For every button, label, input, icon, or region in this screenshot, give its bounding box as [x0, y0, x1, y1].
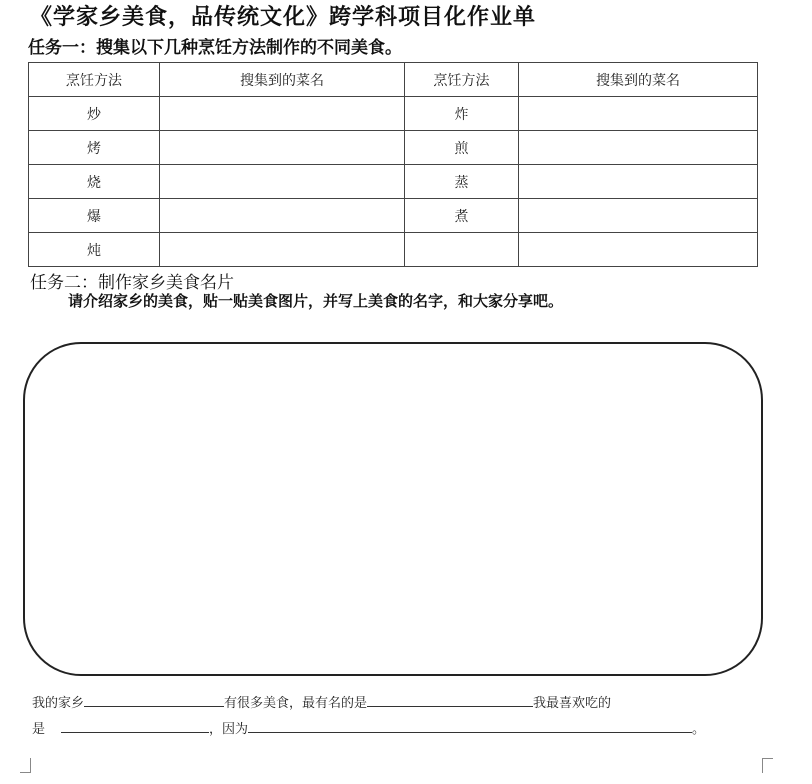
fill-text: 我最喜欢吃的	[533, 696, 612, 711]
fill-text: 是	[32, 722, 46, 737]
corner-mark-right	[762, 758, 773, 773]
method-cell: 煎	[405, 131, 519, 165]
favorite-food-blank[interactable]	[61, 718, 209, 733]
fill-in-line-1	[32, 692, 611, 711]
table-row	[29, 165, 758, 199]
method-cell: 炖	[29, 233, 160, 267]
method-cell: 煮	[405, 199, 519, 233]
header-method-1: 烹饪方法	[29, 63, 160, 97]
dish-input-cell[interactable]	[160, 199, 405, 233]
header-method-2: 烹饪方法	[405, 63, 519, 97]
dish-input-cell[interactable]	[519, 233, 758, 267]
dish-input-cell[interactable]	[519, 131, 758, 165]
dish-input-cell[interactable]	[519, 165, 758, 199]
task1-heading: 任务一：搜集以下几种烹饪方法制作的不同美食。	[28, 38, 402, 58]
method-cell	[405, 233, 519, 267]
table-header-row	[29, 63, 758, 97]
method-cell: 爆	[29, 199, 160, 233]
method-cell: 烧	[29, 165, 160, 199]
food-card-frame[interactable]	[23, 342, 763, 676]
dish-input-cell[interactable]	[160, 97, 405, 131]
fill-in-line-2	[32, 718, 705, 737]
corner-mark-left	[20, 758, 31, 773]
famous-food-blank[interactable]	[367, 692, 533, 707]
table-row	[29, 131, 758, 165]
cooking-methods-table	[28, 62, 758, 267]
method-cell: 炒	[29, 97, 160, 131]
method-cell: 炸	[405, 97, 519, 131]
dish-input-cell[interactable]	[160, 131, 405, 165]
worksheet-title: 《学家乡美食，品传统文化》跨学科项目化作业单	[30, 5, 537, 30]
reason-blank[interactable]	[248, 718, 692, 733]
header-dishes-1: 搜集到的菜名	[160, 63, 405, 97]
dish-input-cell[interactable]	[519, 199, 758, 233]
table-row	[29, 233, 758, 267]
task2-description: 请介绍家乡的美食，贴一贴美食图片，并写上美食的名字，和大家分享吧。	[68, 292, 564, 310]
method-cell: 烤	[29, 131, 160, 165]
task2-heading: 任务二：制作家乡美食名片	[30, 273, 234, 293]
method-cell: 蒸	[405, 165, 519, 199]
fill-text: 我的家乡	[32, 696, 85, 711]
dish-input-cell[interactable]	[160, 233, 405, 267]
fill-text: 。	[692, 722, 706, 737]
header-dishes-2: 搜集到的菜名	[519, 63, 758, 97]
table-row	[29, 97, 758, 131]
hometown-blank[interactable]	[84, 692, 224, 707]
fill-text: ，因为	[209, 722, 249, 737]
fill-text: 有很多美食，最有名的是	[224, 696, 368, 711]
dish-input-cell[interactable]	[160, 165, 405, 199]
dish-input-cell[interactable]	[519, 97, 758, 131]
table-row	[29, 199, 758, 233]
